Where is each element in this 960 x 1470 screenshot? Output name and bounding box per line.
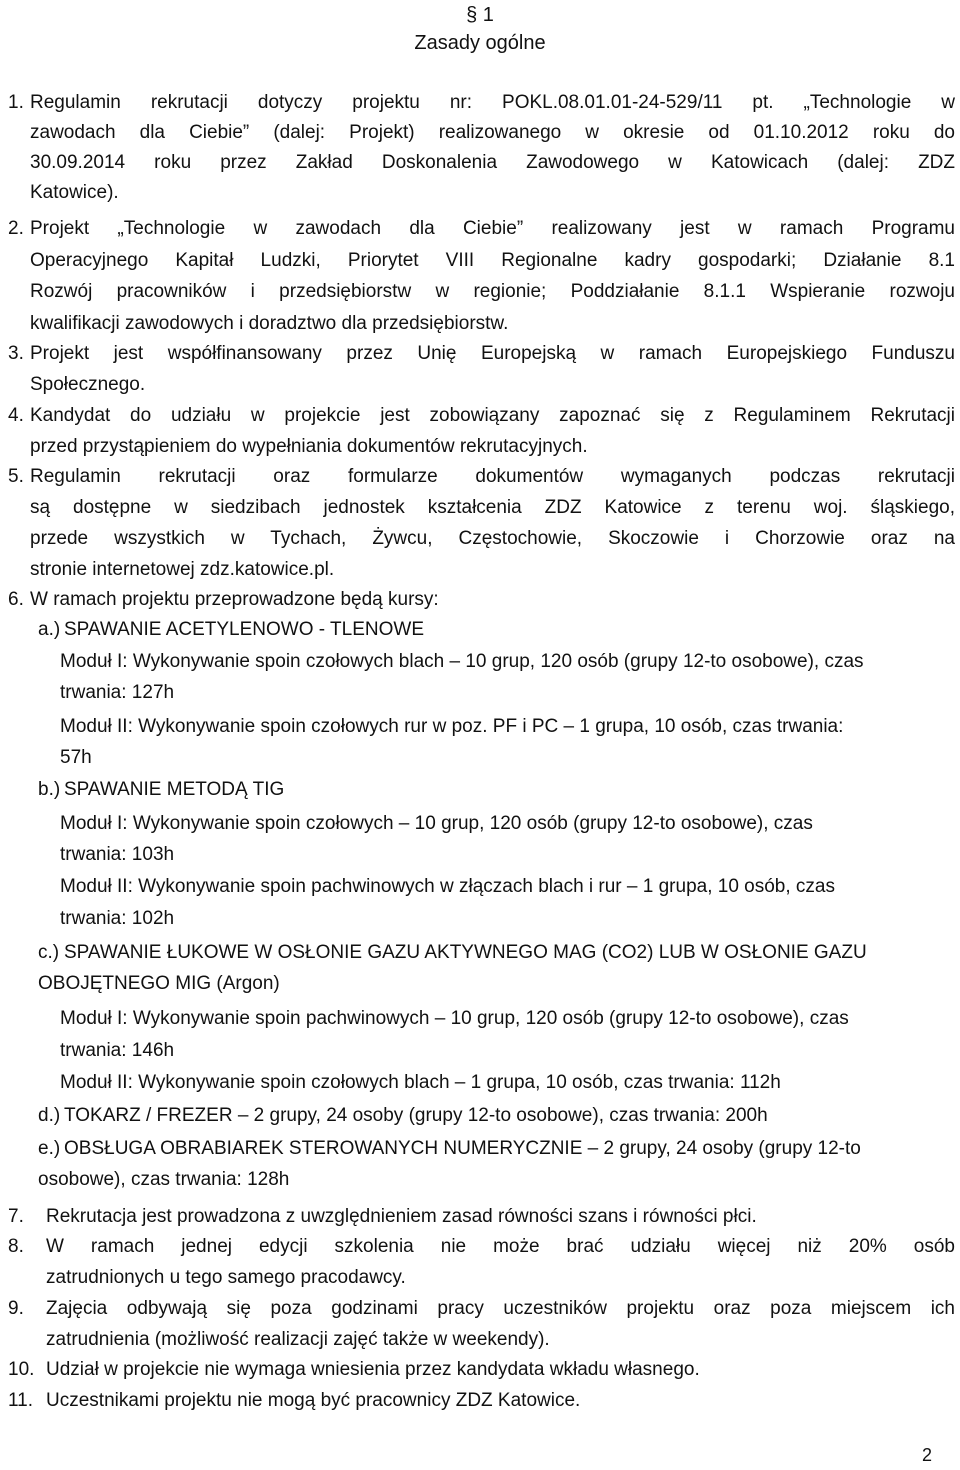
list-item-number: 9. (8, 1298, 24, 1319)
list-item-text: przede wszystkich w Tychach, Żywcu, Częstochowie, Skoczowie i Chorzowie oraz na (30, 528, 955, 549)
course-module-text: Moduł I: Wykonywanie spoin czołowych – 10 grup, 120 osób (grupy 12-to osobowe), czas (60, 813, 813, 834)
course-title: osobowe), czas trwania: 128h (38, 1169, 290, 1190)
list-item-number: 2. (8, 218, 24, 239)
course-letter: b.) (38, 779, 61, 800)
course-module-text: Moduł II: Wykonywanie spoin czołowych rur w poz. PF i PC – 1 grupa, 10 osób, czas trwania: (60, 716, 844, 737)
list-item-number: 3. (8, 343, 24, 364)
list-item-text: Społecznego. (30, 374, 146, 395)
list-item-text: przed przystąpieniem do wypełniania dokumentów rekrutacyjnych. (30, 436, 588, 457)
list-item-text: Projekt „Technologie w zawodach dla Ciebie” realizowany jest w ramach Programu (30, 218, 955, 239)
page-number: 2 (921, 1445, 932, 1465)
course-module-text: Moduł II: Wykonywanie spoin czołowych blach – 1 grupa, 10 osób, czas trwania: 112h (60, 1072, 781, 1093)
list-item-text: Zajęcia odbywają się poza godzinami pracy uczestników projektu oraz poza miejscem ich (46, 1298, 955, 1319)
course-title: SPAWANIE ACETYLENOWO - TLENOWE (64, 619, 424, 640)
course-letter: a.) (38, 619, 61, 640)
list-item-text: są dostępne w siedzibach jednostek kształcenia ZDZ Katowice z terenu woj. śląskiego, (30, 497, 955, 518)
list-item-number: 5. (8, 466, 24, 487)
list-item-text: zatrudnionych u tego samego pracodawcy. (46, 1267, 406, 1288)
course-module-text: trwania: 127h (60, 682, 175, 703)
section-title: Zasady ogólne (414, 32, 546, 54)
course-module-text: Moduł II: Wykonywanie spoin pachwinowych w złączach blach i rur – 1 grupa, 10 osób, czas (60, 876, 835, 897)
course-module-text: trwania: 103h (60, 844, 175, 865)
list-item-text: W ramach projektu przeprowadzone będą kursy: (30, 589, 439, 610)
list-item-text: Rozwój pracowników i przedsiębiorstw w regionie; Poddziałanie 8.1.1 Wspieranie rozwoju (30, 281, 955, 302)
list-item-text: 30.09.2014 roku przez Zakład Doskonalenia Zawodowego w Katowicach (dalej: ZDZ (30, 152, 955, 173)
course-letter: d.) (38, 1105, 61, 1126)
list-item-text: W ramach jednej edycji szkolenia nie może brać udziału więcej niż 20% osób (46, 1236, 955, 1257)
course-title: OBOJĘTNEGO MIG (Argon) (38, 973, 280, 994)
course-letter: c.) (38, 942, 60, 963)
list-item-text: Uczestnikami projektu nie mogą być pracownicy ZDZ Katowice. (46, 1390, 581, 1411)
course-title: SPAWANIE METODĄ TIG (64, 779, 285, 800)
list-item-text: stronie internetowej zdz.katowice.pl. (30, 559, 335, 580)
list-item-text: Udział w projekcie nie wymaga wniesienia przez kandydata wkładu własnego. (46, 1359, 700, 1380)
course-module-text: Moduł I: Wykonywanie spoin czołowych blach – 10 grup, 120 osób (grupy 12-to osobowe), czas (60, 651, 864, 672)
list-item-text: Operacyjnego Kapitał Ludzki, Priorytet VIII Regionalne kadry gospodarki; Działanie 8.1 (30, 249, 955, 271)
list-item-number: 1. (8, 92, 24, 113)
list-item-text: Regulamin rekrutacji dotyczy projektu nr: POKL.08.01.01-24-529/11 pt. „Technologie w (30, 92, 955, 113)
course-title: SPAWANIE ŁUKOWE W OSŁONIE GAZU AKTYWNEGO MAG (CO2) LUB W OSŁONIE GAZU (64, 942, 867, 963)
list-item-text: Regulamin rekrutacji oraz formularze dokumentów wymaganych podczas rekrutacji (30, 466, 955, 487)
list-item-text: Katowice). (30, 182, 119, 203)
list-item-text: kwalifikacji zawodowych i doradztwo dla przedsiębiorstw. (30, 312, 509, 334)
course-module-text: trwania: 146h (60, 1040, 175, 1061)
course-module-text: trwania: 102h (60, 908, 175, 929)
list-item-number: 6. (8, 589, 24, 610)
list-item-text: Rekrutacja jest prowadzona z uwzględnieniem zasad równości szans i równości płci. (46, 1206, 757, 1227)
list-item-number: 11. (8, 1390, 34, 1411)
course-module-text: 57h (60, 747, 92, 768)
list-item-text: Projekt jest współfinansowany przez Unię Europejską w ramach Europejskiego Funduszu (30, 343, 955, 364)
list-item-number: 8. (8, 1236, 24, 1257)
list-item-text: zawodach dla Ciebie” (dalej: Projekt) realizowanego w okresie od 01.10.2012 roku do (30, 122, 955, 143)
course-title: TOKARZ / FREZER – 2 grupy, 24 osoby (grupy 12-to osobowe), czas trwania: 200h (64, 1105, 768, 1126)
course-title: OBSŁUGA OBRABIAREK STEROWANYCH NUMERYCZNIE – 2 grupy, 24 osoby (grupy 12-to (64, 1138, 861, 1159)
course-module-text: Moduł I: Wykonywanie spoin pachwinowych – 10 grup, 120 osób (grupy 12-to osobowe), czas (60, 1008, 849, 1029)
list-item-number: 10. (8, 1359, 35, 1380)
list-item-number: 7. (8, 1206, 24, 1227)
list-item-text: zatrudnienia (możliwość realizacji zajęć także w weekendy). (46, 1329, 550, 1350)
list-item-number: 4. (8, 405, 24, 426)
course-letter: e.) (38, 1138, 61, 1159)
section-symbol: § 1 (466, 4, 494, 26)
list-item-text: Kandydat do udziału w projekcie jest zobowiązany zapoznać się z Regulaminem Rekrutacji (30, 405, 955, 426)
